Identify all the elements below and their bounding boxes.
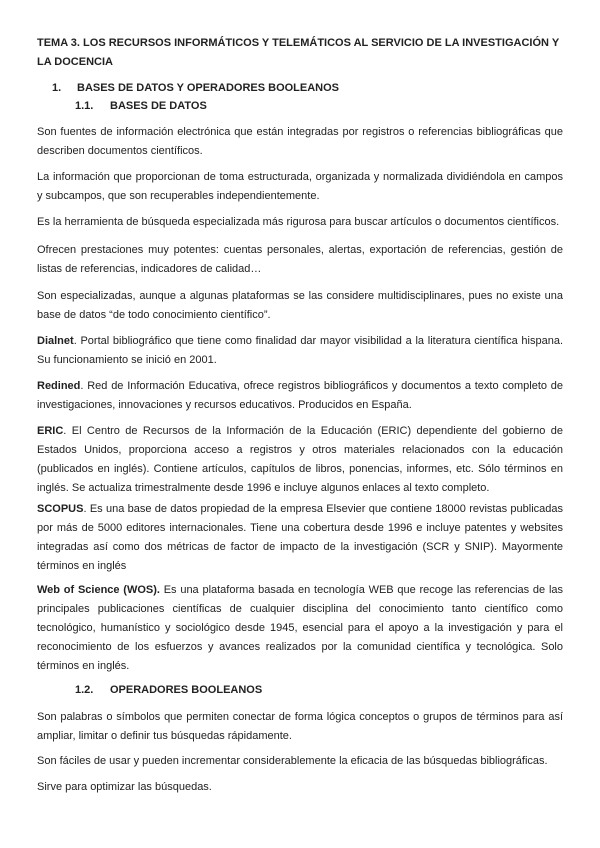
- section-title: BASES DE DATOS Y OPERADORES BOOLEANOS: [77, 82, 340, 94]
- section-title: OPERADORES BOOLEANOS: [110, 684, 263, 696]
- section-1-heading: [52, 79, 578, 98]
- paragraph: Son especializadas, aunque a algunas plataformas se las considere multidisciplinares, pues no existe una base de datos “de todo conocimiento científico”.: [37, 290, 563, 321]
- database-scopus: [37, 500, 563, 576]
- database-description: . Portal bibliográfico que tiene como finalidad dar mayor visibilidad a la literatura científica hispana. Su funcionamiento se inició en 2001.: [37, 335, 563, 366]
- database-wos: [37, 581, 563, 676]
- paragraph: Son palabras o símbolos que permiten conectar de forma lógica conceptos o grupos de términos para así ampliar, limitar o definir tus búsquedas rápidamente.: [37, 711, 563, 742]
- database-description: Es una plataforma basada en tecnología WEB que recoge las referencias de las principales publicaciones científicas de cualquier disciplina del conocimiento tanto científico como tecnológico, humanístico y sociológico desde 1945, esencial para el apoyo a la investigación y para el reconocimiento de los esfuerzos y avances realizados por la comunidad científica y tecnológica. Solo términos en inglés.: [37, 584, 564, 672]
- database-name: ERIC: [37, 425, 64, 437]
- paragraph: Es la herramienta de búsqueda especializada más rigurosa para buscar artículos o documentos científicos.: [37, 216, 560, 228]
- database-eric: [37, 422, 563, 498]
- database-name: Web of Science (WOS).: [37, 584, 160, 596]
- section-number: 1.2.: [75, 684, 94, 696]
- database-dialnet: [37, 332, 563, 370]
- document-title: TEMA 3. LOS RECURSOS INFORMÁTICOS Y TELEMÁTICOS AL SERVICIO DE LA INVESTIGACIÓN Y LA DOCENCIA: [37, 37, 559, 68]
- section-title: BASES DE DATOS: [110, 100, 207, 112]
- database-name: Redined: [37, 380, 81, 392]
- paragraph: La información que proporcionan de toma estructurada, organizada y normalizada dividiéndola en campos y subcampos, que son recuperables independientemente.: [37, 171, 563, 202]
- database-description: . El Centro de Recursos de la Información de la Educación (ERIC) dependiente del gobierno de Estados Unidos, proporciona acceso a registros y otros materiales relacionados con la educación (publicados en inglés). Contiene artículos, capítulos de libros, ponencias, informes, etc. Sólo términos en inglés. Se actualiza trimestralmente desde 1996 e incluye algunos enlaces al texto completo.: [37, 425, 563, 494]
- section-1-2-heading: [75, 681, 600, 700]
- paragraph: Son fáciles de usar y pueden incrementar considerablemente la eficacia de las búsquedas bibliográficas.: [37, 755, 548, 767]
- section-number: 1.1.: [75, 100, 94, 112]
- database-name: Dialnet: [37, 335, 74, 347]
- paragraph: Ofrecen prestaciones muy potentes: cuentas personales, alertas, exportación de referencias, gestión de listas de referencias, indicadores de calidad…: [37, 244, 563, 275]
- database-description: . Es una base de datos propiedad de la empresa Elsevier que contiene 18000 revistas publicadas por más de 5000 editores internacionales. Tiene una cobertura desde 1996 e incluye patentes y websites integradas así como dos métricas de factor de impacto de la investigación (SCR y SNIP). Mayormente términos en inglés: [37, 503, 563, 572]
- section-1-1-heading: [75, 97, 600, 116]
- database-name: SCOPUS: [37, 503, 84, 515]
- database-description: . Red de Información Educativa, ofrece registros bibliográficos y documentos a texto completo de investigaciones, innovaciones y recursos educativos. Producidos en España.: [37, 380, 563, 411]
- paragraph: Sirve para optimizar las búsquedas.: [37, 781, 212, 793]
- database-redined: [37, 377, 563, 415]
- paragraph: Son fuentes de información electrónica que están integradas por registros o referencias bibliográficas que describen documentos científicos.: [37, 126, 563, 157]
- section-number: 1.: [52, 82, 62, 94]
